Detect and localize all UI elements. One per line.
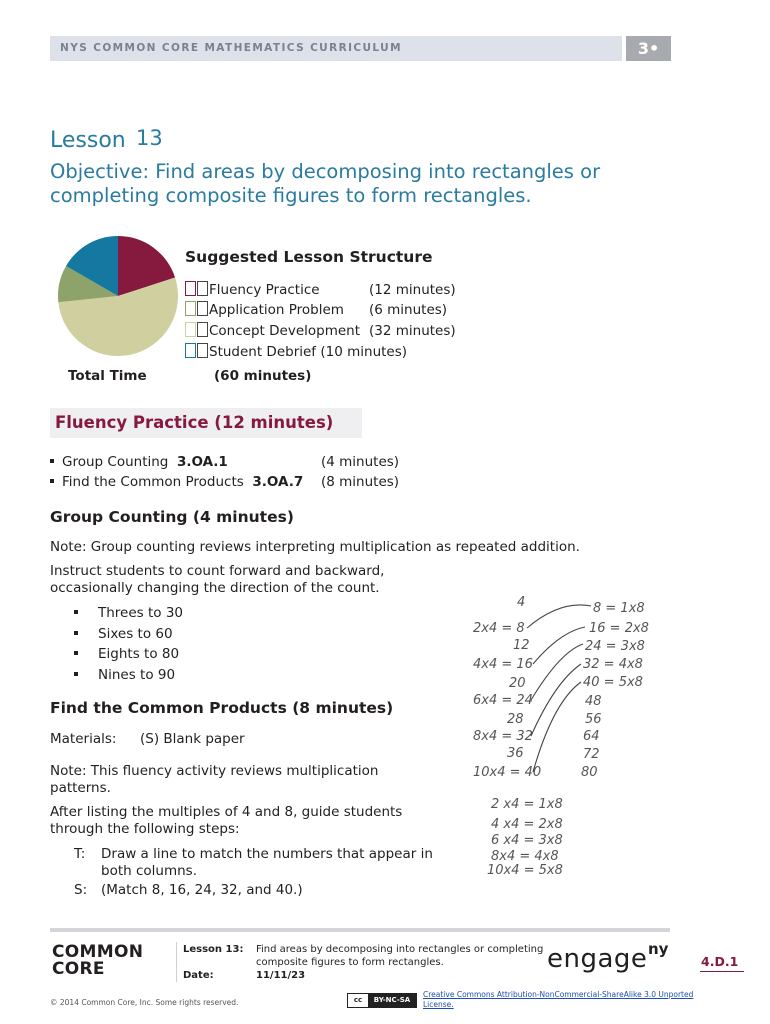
total-time-label: Total Time <box>68 368 147 384</box>
application-color-box-icon <box>185 301 196 316</box>
list-item-text: Sixes to 60 <box>98 625 173 642</box>
list-item-text: Nines to 90 <box>98 666 176 683</box>
missing-glyph-icon <box>197 322 208 337</box>
common-products-note: Note: This fluency activity reviews multiplication patterns. <box>50 763 379 796</box>
hw-match-line <box>527 605 591 628</box>
engage-ny-logo: engage <box>547 944 648 974</box>
missing-glyph-icon <box>197 343 208 358</box>
grade-module-badge: 3• <box>626 36 671 61</box>
lesson-label: Lesson <box>50 128 126 153</box>
structure-row-debrief <box>185 342 407 362</box>
common-products-steps-intro: After listing the multiples of 4 and 8, guide students through the following steps: <box>50 804 403 837</box>
hw-left-2: 12 <box>513 638 530 653</box>
logo-line: CORE <box>52 959 105 979</box>
bullet-icon <box>50 479 54 483</box>
missing-glyph-icon <box>197 281 208 296</box>
footer-divider <box>176 942 177 982</box>
group-counting-note: Note: Group counting reviews interpreting multiplication as repeated addition. <box>50 539 580 555</box>
bullet-icon <box>50 459 54 463</box>
common-core-logo <box>52 944 143 978</box>
copyright-notice: © 2014 Common Core, Inc. Some rights reserved. <box>50 998 239 1007</box>
structure-name: Application Problem <box>209 302 344 318</box>
list-item <box>74 665 183 686</box>
hw-left-6: 28 <box>507 712 524 727</box>
lesson-objective: Objective: Find areas by decomposing into rectangles or completing composite figures to form rectangles. <box>50 160 601 207</box>
structure-name: Fluency Practice <box>209 282 320 298</box>
hw-right-1: 16 = 2x8 <box>589 621 649 636</box>
structure-minutes: (6 minutes) <box>369 302 448 318</box>
hw-right-8: 72 <box>583 747 600 762</box>
bullet-icon <box>74 651 78 655</box>
handwritten-multiples-image <box>465 592 670 882</box>
hw-right-7: 64 <box>583 729 600 744</box>
logo-line: COMMON <box>52 942 144 962</box>
group-counting-instructions: Instruct students to count forward and backward, occasionally changing the direction of the count. <box>50 563 385 596</box>
cc-badge-left: cc <box>348 994 368 1007</box>
license-link[interactable]: Creative Commons Attribution-NonCommercial-ShareAlike 3.0 Unported License. <box>423 990 694 1009</box>
hw-match-line <box>531 664 581 736</box>
hw-left-1: 2x4 = 8 <box>473 621 525 636</box>
structure-name: Student Debrief <box>209 344 317 360</box>
footer-lesson-label: Lesson 13: <box>183 944 244 955</box>
total-time-value: (60 minutes) <box>214 368 312 384</box>
fluency-item-minutes: (8 minutes) <box>321 474 400 490</box>
cc-badge-right: BY-NC-SA <box>368 994 416 1007</box>
hw-left-9: 10x4 = 40 <box>473 765 542 780</box>
curriculum-title: NYS COMMON CORE MATHEMATICS CURRICULUM <box>60 42 402 54</box>
concept-color-box-icon <box>185 322 196 337</box>
hw-right-9: 80 <box>581 765 598 780</box>
dialog-speaker: T: <box>74 846 86 862</box>
hw-right-0: 8 = 1x8 <box>593 601 645 616</box>
structure-row-concept <box>185 321 456 341</box>
structure-row-application <box>185 300 447 320</box>
footer-rule <box>50 928 670 932</box>
hw-left-4: 20 <box>509 676 526 691</box>
hw-right-2: 24 = 3x8 <box>585 639 645 654</box>
hw-eq-2: 6 x4 = 3x8 <box>491 833 563 848</box>
hw-right-3: 32 = 4x8 <box>583 657 643 672</box>
footer-lesson-text: Find areas by decomposing into rectangles or completing composite figures to form rectangles. <box>256 944 544 968</box>
debrief-color-box-icon <box>185 343 196 358</box>
dialog-text: (Match 8, 16, 24, 32, and 40.) <box>101 882 303 898</box>
lesson-time-pie-chart <box>56 231 180 361</box>
fluency-item-common-products <box>50 474 303 490</box>
hw-left-7: 8x4 = 32 <box>473 729 533 744</box>
engage-ny-superscript: ny <box>648 940 669 958</box>
bullet-icon <box>74 672 78 676</box>
group-counting-heading: Group Counting (4 minutes) <box>50 508 294 526</box>
hw-eq-3: 8x4 = 4x8 <box>491 849 559 864</box>
common-products-heading: Find the Common Products (8 minutes) <box>50 699 394 717</box>
hw-eq-0: 2 x4 = 1x8 <box>491 797 563 812</box>
hw-left-5: 6x4 = 24 <box>473 693 533 708</box>
dialog-text: Draw a line to match the numbers that appear in both columns. <box>101 846 433 879</box>
footer-date-label: Date: <box>183 970 214 981</box>
fluency-heading: Fluency Practice (12 minutes) <box>55 413 334 432</box>
hw-match-line <box>533 682 581 772</box>
page-number: 4.D.1 <box>701 954 739 969</box>
structure-heading: Suggested Lesson Structure <box>185 248 433 266</box>
dialog-speaker: S: <box>74 882 88 898</box>
list-item-text: Threes to 30 <box>98 605 184 621</box>
bullet-icon <box>74 631 78 635</box>
hw-left-8: 36 <box>507 746 524 761</box>
structure-name: Concept Development <box>209 323 361 339</box>
footer-date-value: 11/11/23 <box>256 970 306 981</box>
hw-right-6: 56 <box>585 712 602 727</box>
group-counting-list <box>74 603 183 685</box>
structure-minutes: (12 minutes) <box>369 282 456 298</box>
structure-minutes: (10 minutes) <box>320 344 408 360</box>
bullet-icon <box>74 610 78 614</box>
materials-label: Materials: <box>50 731 117 747</box>
hw-match-line <box>533 627 585 664</box>
list-item <box>74 624 183 645</box>
hw-left-3: 4x4 = 16 <box>473 657 533 672</box>
fluency-item-group-counting <box>50 454 228 470</box>
hw-right-5: 48 <box>585 694 602 709</box>
list-item <box>74 603 183 624</box>
fluency-item-minutes: (4 minutes) <box>321 454 400 470</box>
fluency-item-standard: 3.OA.7 <box>252 474 304 490</box>
fluency-color-box-icon <box>185 281 196 296</box>
list-item-text: Eights to 80 <box>98 646 180 662</box>
creative-commons-badge-icon <box>347 993 417 1008</box>
fluency-item-name: Group Counting <box>62 454 169 470</box>
structure-minutes: (32 minutes) <box>369 323 456 339</box>
hw-left-0: 4 <box>517 595 526 610</box>
hw-right-4: 40 = 5x8 <box>583 675 643 690</box>
hw-eq-1: 4 x4 = 2x8 <box>491 817 563 832</box>
fluency-item-standard: 3.OA.1 <box>176 454 228 470</box>
hw-match-line <box>531 644 583 700</box>
hw-eq-4: 10x4 = 5x8 <box>487 863 563 878</box>
lesson-number: 13 <box>136 126 163 150</box>
structure-row-fluency <box>185 280 456 300</box>
missing-glyph-icon <box>197 301 208 316</box>
page-number-underline <box>700 971 744 972</box>
materials-value: (S) Blank paper <box>140 731 245 747</box>
fluency-item-name: Find the Common Products <box>62 474 244 490</box>
list-item <box>74 644 183 665</box>
